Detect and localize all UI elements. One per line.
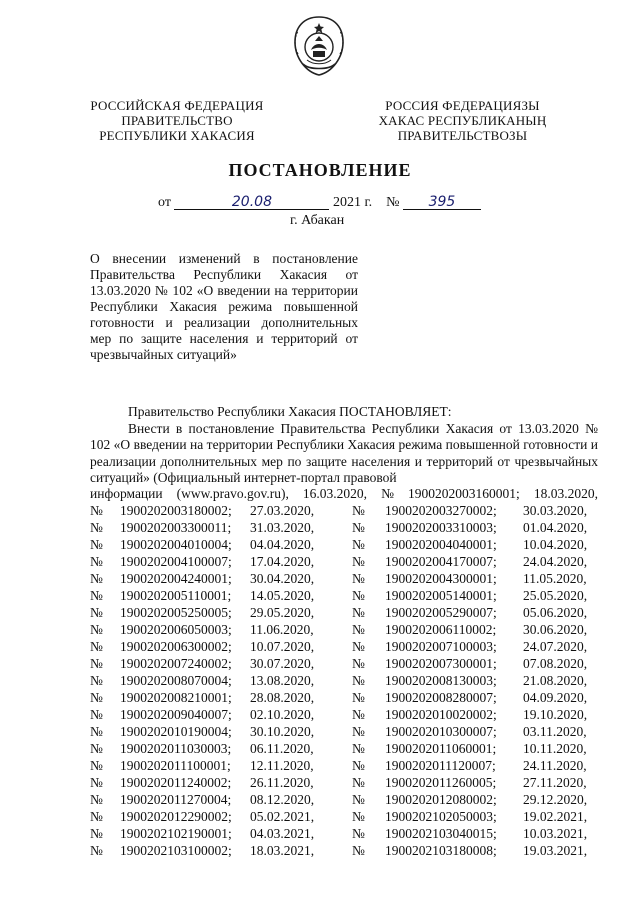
resolution-intro: Правительство Республики Хакасия ПОСТАНОВЛЯЕТ: bbox=[128, 404, 452, 419]
number-sign: № bbox=[90, 571, 103, 586]
main-paragraph bbox=[90, 421, 598, 502]
publication-date: 11.05.2020, bbox=[523, 571, 587, 586]
publication-date: 10.11.2020, bbox=[523, 741, 587, 756]
publication-number: 1900202008210001; bbox=[120, 690, 232, 705]
publication-date: 21.08.2020, bbox=[523, 673, 588, 688]
number-sign: № bbox=[352, 724, 365, 739]
publication-number: 1900202007240002; bbox=[120, 656, 232, 671]
publication-row bbox=[90, 672, 598, 689]
publication-date: 19.10.2020, bbox=[523, 707, 588, 722]
publication-number: 1900202003270002; bbox=[385, 503, 497, 518]
publication-date: 02.10.2020, bbox=[250, 707, 315, 722]
number-sign: № bbox=[352, 707, 365, 722]
publication-date: 11.06.2020, bbox=[250, 622, 314, 637]
header-left-line: РОССИЙСКАЯ ФЕДЕРАЦИЯ bbox=[90, 98, 264, 113]
publication-row bbox=[90, 825, 598, 842]
publication-number: 1900202006050003; bbox=[120, 622, 232, 637]
publication-number: 1900202011030003; bbox=[120, 741, 232, 756]
number-sign: № bbox=[352, 622, 365, 637]
publication-date: 29.12.2020, bbox=[523, 792, 588, 807]
publication-date: 06.11.2020, bbox=[250, 741, 314, 756]
number-sign: № bbox=[90, 690, 103, 705]
publication-number: 1900202008070004; bbox=[120, 673, 232, 688]
publication-number: 1900202005140001; bbox=[385, 588, 497, 603]
publication-number: 1900202011240002; bbox=[120, 775, 232, 790]
publication-number: 1900202010300007; bbox=[385, 724, 497, 739]
publication-row bbox=[90, 621, 598, 638]
number-sign: № bbox=[90, 673, 103, 688]
publication-number: 1900202011060001; bbox=[385, 741, 497, 756]
header-right-khakas bbox=[350, 98, 575, 143]
number-sign: № bbox=[90, 775, 103, 790]
header-right-line: ПРАВИТЕЛЬСТВОЗЫ bbox=[397, 128, 528, 143]
publication-date: 26.11.2020, bbox=[250, 775, 314, 790]
publication-row bbox=[90, 723, 598, 740]
publication-number: 1900202010190004; bbox=[120, 724, 232, 739]
year-label: 2021 г. bbox=[332, 195, 373, 210]
handwritten-date: 20.08 bbox=[174, 195, 329, 210]
last-line-word: 18.03.2020, bbox=[533, 486, 598, 502]
publication-number: 1900202003180002; bbox=[120, 503, 232, 518]
number-sign: № bbox=[352, 554, 365, 569]
publication-number: 1900202005110001; bbox=[120, 588, 232, 603]
publication-date: 30.10.2020, bbox=[250, 724, 315, 739]
publication-row bbox=[90, 570, 598, 587]
publication-date: 08.12.2020, bbox=[250, 792, 315, 807]
number-sign: № bbox=[352, 792, 365, 807]
paragraph-last-line bbox=[90, 486, 598, 502]
publication-number: 1900202012290002; bbox=[120, 809, 232, 824]
number-sign: № bbox=[90, 724, 103, 739]
publication-date: 05.06.2020, bbox=[523, 605, 588, 620]
number-sign: № bbox=[352, 588, 365, 603]
publication-number: 1900202011120007; bbox=[385, 758, 496, 773]
publication-number: 1900202008280007; bbox=[385, 690, 497, 705]
publication-number: 1900202003300011; bbox=[120, 520, 232, 535]
number-sign: № bbox=[90, 537, 103, 552]
number-sign: № bbox=[90, 520, 103, 535]
city-label: г. Абакан bbox=[290, 213, 345, 228]
number-sign: № bbox=[352, 843, 365, 858]
publication-date: 04.04.2020, bbox=[250, 537, 315, 552]
number-sign: № bbox=[352, 571, 365, 586]
publication-number: 1900202103180008; bbox=[385, 843, 497, 858]
number-sign: № bbox=[352, 503, 365, 518]
header-right-line: РОССИЯ ФЕДЕРАЦИЯЗЫ bbox=[385, 98, 540, 113]
number-sign: № bbox=[90, 554, 103, 569]
publication-date: 19.03.2021, bbox=[523, 843, 588, 858]
header-left-line: ПРАВИТЕЛЬСТВО bbox=[121, 113, 233, 128]
publication-row bbox=[90, 689, 598, 706]
publication-date: 10.03.2021, bbox=[523, 826, 588, 841]
publication-row bbox=[90, 638, 598, 655]
header-left-line: РЕСПУБЛИКИ ХАКАСИЯ bbox=[99, 128, 255, 143]
publication-number: 1900202103100002; bbox=[120, 843, 232, 858]
publication-row bbox=[90, 655, 598, 672]
publication-number: 1900202103040015; bbox=[385, 826, 497, 841]
publication-date: 04.09.2020, bbox=[523, 690, 588, 705]
publication-number: 1900202004100007; bbox=[120, 554, 232, 569]
publication-row bbox=[90, 519, 598, 536]
publication-list bbox=[90, 502, 598, 859]
publication-row bbox=[90, 706, 598, 723]
publication-row bbox=[90, 536, 598, 553]
number-sign: № bbox=[352, 656, 365, 671]
publication-row bbox=[90, 757, 598, 774]
last-line-word: № bbox=[381, 486, 394, 502]
number-sign: № bbox=[352, 537, 365, 552]
publication-date: 10.04.2020, bbox=[523, 537, 588, 552]
number-sign: № bbox=[352, 605, 365, 620]
publication-date: 14.05.2020, bbox=[250, 588, 315, 603]
publication-number: 1900202011260005; bbox=[385, 775, 497, 790]
number-sign: № bbox=[90, 809, 103, 824]
number-sign: № bbox=[90, 758, 103, 773]
publication-number: 1900202012080002; bbox=[385, 792, 497, 807]
publication-date: 30.03.2020, bbox=[523, 503, 588, 518]
publication-row bbox=[90, 553, 598, 570]
number-sign: № bbox=[352, 758, 365, 773]
publication-number: 1900202006110002; bbox=[385, 622, 497, 637]
publication-number: 1900202003310003; bbox=[385, 520, 497, 535]
publication-date: 05.02.2021, bbox=[250, 809, 315, 824]
publication-date: 13.08.2020, bbox=[250, 673, 315, 688]
number-sign: № bbox=[352, 826, 365, 841]
publication-date: 30.04.2020, bbox=[250, 571, 315, 586]
publication-date: 17.04.2020, bbox=[250, 554, 315, 569]
header-right-line: ХАКАС РЕСПУБЛИКАНЫҢ bbox=[378, 113, 547, 128]
number-sign: № bbox=[352, 775, 365, 790]
date-from-label: от bbox=[158, 195, 171, 210]
handwritten-number: 395 bbox=[403, 195, 481, 210]
publication-date: 25.05.2020, bbox=[523, 588, 588, 603]
publication-row bbox=[90, 842, 598, 859]
publication-date: 30.07.2020, bbox=[250, 656, 315, 671]
number-sign: № bbox=[352, 520, 365, 535]
publication-number: 1900202102190001; bbox=[120, 826, 232, 841]
publication-number: 1900202007300001; bbox=[385, 656, 497, 671]
coat-of-arms-emblem bbox=[289, 14, 349, 78]
document-title: ПОСТАНОВЛЕНИЕ bbox=[228, 160, 412, 180]
number-sign: № bbox=[386, 195, 400, 210]
publication-date: 10.07.2020, bbox=[250, 639, 315, 654]
number-sign: № bbox=[90, 639, 103, 654]
publication-date: 29.05.2020, bbox=[250, 605, 315, 620]
last-line-word: 16.03.2020, bbox=[302, 486, 368, 502]
publication-number: 1900202004040001; bbox=[385, 537, 497, 552]
publication-number: 1900202102050003; bbox=[385, 809, 497, 824]
last-line-word: 1900202003160001; bbox=[408, 486, 520, 502]
emblem-icon bbox=[289, 14, 349, 78]
publication-date: 07.08.2020, bbox=[523, 656, 588, 671]
paragraph-text: Внести в постановление Правительства Республики Хакасия от 13.03.2020 № 102 «О введении на территории Республики Хакасия режима повышенной готовности и реализации дополнительных мер по защите населения и территорий от чрезвычайных ситуаций» (Официальный интернет-портал правовой bbox=[90, 421, 598, 485]
publication-number: 1900202008130003; bbox=[385, 673, 497, 688]
publication-row bbox=[90, 604, 598, 621]
number-sign: № bbox=[90, 843, 103, 858]
publication-date: 28.08.2020, bbox=[250, 690, 315, 705]
publication-row bbox=[90, 791, 598, 808]
number-sign: № bbox=[352, 673, 365, 688]
publication-row bbox=[90, 740, 598, 757]
publication-date: 30.06.2020, bbox=[523, 622, 588, 637]
publication-date: 27.03.2020, bbox=[250, 503, 315, 518]
publication-date: 31.03.2020, bbox=[250, 520, 315, 535]
publication-date: 27.11.2020, bbox=[523, 775, 587, 790]
publication-number: 1900202009040007; bbox=[120, 707, 232, 722]
header-left-russian bbox=[72, 98, 282, 143]
publication-row bbox=[90, 808, 598, 825]
publication-date: 24.11.2020, bbox=[523, 758, 587, 773]
publication-number: 1900202011100001; bbox=[120, 758, 231, 773]
date-number-line bbox=[158, 195, 481, 211]
publication-number: 1900202004240001; bbox=[120, 571, 232, 586]
last-line-word: информации bbox=[90, 486, 163, 502]
publication-number: 1900202006300002; bbox=[120, 639, 232, 654]
publication-number: 1900202004170007; bbox=[385, 554, 497, 569]
publication-date: 01.04.2020, bbox=[523, 520, 588, 535]
last-line-word: (www.pravo.gov.ru), bbox=[176, 486, 289, 502]
document-subject: О внесении изменений в постановление Правительства Республики Хакасия от 13.03.2020 № 102 «О введении на территории Республики Хакасия режима повышенной готовности и реализации дополнительных мер по защите населения и территорий от чрезвычайных ситуаций» bbox=[90, 251, 358, 362]
publication-row bbox=[90, 774, 598, 791]
publication-date: 04.03.2021, bbox=[250, 826, 315, 841]
publication-date: 03.11.2020, bbox=[523, 724, 587, 739]
publication-date: 18.03.2021, bbox=[250, 843, 315, 858]
number-sign: № bbox=[90, 588, 103, 603]
number-sign: № bbox=[90, 622, 103, 637]
publication-number: 1900202005250005; bbox=[120, 605, 232, 620]
publication-date: 24.04.2020, bbox=[523, 554, 588, 569]
publication-number: 1900202011270004; bbox=[120, 792, 232, 807]
number-sign: № bbox=[90, 605, 103, 620]
number-sign: № bbox=[90, 656, 103, 671]
publication-number: 1900202007100003; bbox=[385, 639, 497, 654]
number-sign: № bbox=[90, 503, 103, 518]
publication-date: 19.02.2021, bbox=[523, 809, 588, 824]
publication-number: 1900202005290007; bbox=[385, 605, 497, 620]
number-sign: № bbox=[90, 826, 103, 841]
number-sign: № bbox=[352, 639, 365, 654]
number-sign: № bbox=[352, 741, 365, 756]
publication-row bbox=[90, 587, 598, 604]
publication-row bbox=[90, 502, 598, 519]
number-sign: № bbox=[90, 741, 103, 756]
number-sign: № bbox=[90, 707, 103, 722]
publication-date: 24.07.2020, bbox=[523, 639, 588, 654]
number-sign: № bbox=[352, 809, 365, 824]
publication-number: 1900202004300001; bbox=[385, 571, 497, 586]
publication-number: 1900202004010004; bbox=[120, 537, 232, 552]
number-sign: № bbox=[90, 792, 103, 807]
publication-number: 1900202010020002; bbox=[385, 707, 497, 722]
number-sign: № bbox=[352, 690, 365, 705]
publication-date: 12.11.2020, bbox=[250, 758, 314, 773]
